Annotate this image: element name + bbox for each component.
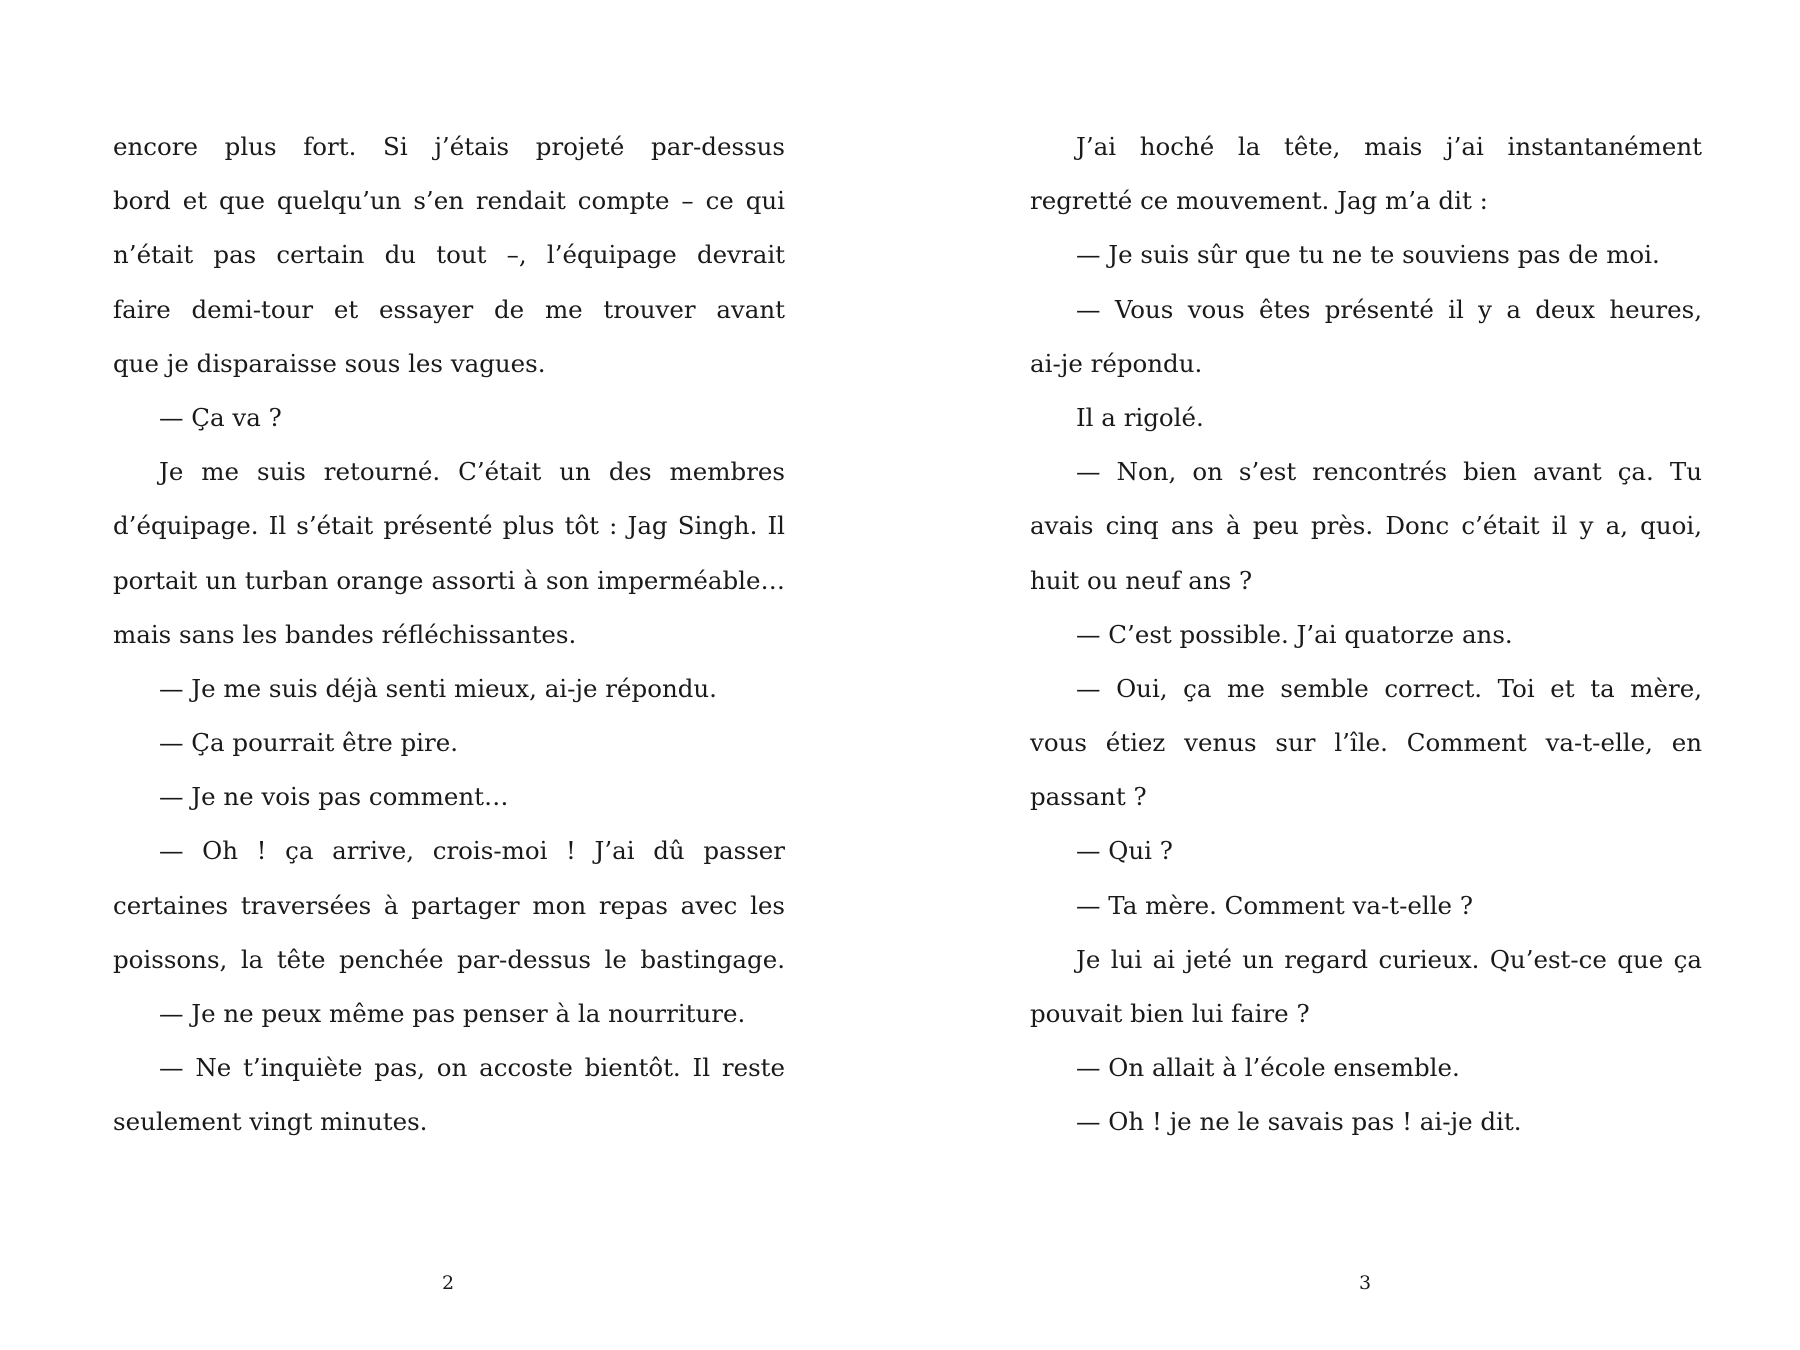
text-line: seulement vingt minutes.	[113, 1107, 428, 1137]
text-line: d’équipage. Il s’était présenté plus tôt : Jag Singh. Il	[113, 511, 785, 541]
text-line: — Non, on s’est rencontrés bien avant ça. Tu	[1076, 457, 1702, 487]
text-line: — Je me suis déjà senti mieux, ai-je répondu.	[159, 673, 717, 703]
text-line: — On allait à l’école ensemble.	[1076, 1053, 1460, 1083]
text-line: avais cinq ans à peu près. Donc c’était il y a, quoi,	[1030, 511, 1702, 541]
text-line: ai-je répondu.	[1030, 348, 1203, 378]
text-line: Il a rigolé.	[1076, 402, 1204, 432]
page-number-left: 2	[441, 1272, 455, 1294]
left-page-text	[113, 120, 785, 1150]
text-line: faire demi-tour et essayer de me trouver avant	[113, 294, 785, 324]
text-line: — C’est possible. J’ai quatorze ans.	[1076, 619, 1513, 649]
text-line: — Vous vous êtes présenté il y a deux heures,	[1076, 294, 1702, 324]
text-line: — Ta mère. Comment va-t-elle ?	[1076, 890, 1473, 920]
text-line: poissons, la tête penchée par-dessus le bastingage.	[113, 944, 785, 974]
text-line: que je disparaisse sous les vagues.	[113, 348, 546, 378]
page-number-right: 3	[1358, 1272, 1372, 1294]
text-line: pouvait bien lui faire ?	[1030, 999, 1310, 1028]
text-line: Je lui ai jeté un regard curieux. Qu’est-ce que ça	[1076, 944, 1702, 974]
text-line: bord et que quelqu’un s’en rendait compte – ce qui	[113, 186, 785, 216]
text-line: — Je ne peux même pas penser à la nourriture.	[159, 999, 746, 1028]
text-line: passant ?	[1030, 782, 1147, 812]
text-line: encore plus fort. Si j’étais projeté par-dessus	[113, 132, 785, 161]
text-line: — Oh ! ça arrive, crois-moi ! J’ai dû passer	[159, 836, 785, 866]
text-line: certaines traversées à partager mon repas avec les	[113, 890, 785, 920]
text-line: — Oui, ça me semble correct. Toi et ta mère,	[1076, 673, 1702, 703]
text-line: huit ou neuf ans ?	[1030, 565, 1253, 595]
text-line: — Ça va ?	[159, 402, 282, 432]
text-line: portait un turban orange assorti à son imperméable…	[113, 565, 785, 595]
text-line: — Qui ?	[1076, 836, 1173, 866]
text-line: — Je suis sûr que tu ne te souviens pas de moi.	[1076, 240, 1660, 270]
text-line: mais sans les bandes réfléchissantes.	[113, 619, 577, 649]
text-line: — Ça pourrait être pire.	[159, 728, 459, 758]
right-page-text	[1030, 120, 1702, 1150]
text-line: Je me suis retourné. C’était un des membres	[159, 457, 785, 487]
text-line: — Ne t’inquiète pas, on accoste bientôt. Il reste	[159, 1053, 785, 1083]
text-line: vous étiez venus sur l’île. Comment va-t-elle, en	[1030, 728, 1702, 758]
text-line: — Oh ! je ne le savais pas ! ai-je dit.	[1076, 1107, 1522, 1137]
text-line: n’était pas certain du tout –, l’équipage devrait	[113, 240, 785, 270]
text-line: — Je ne vois pas comment…	[159, 782, 509, 812]
text-line: regretté ce mouvement. Jag m’a dit :	[1030, 186, 1488, 216]
text-line: J’ai hoché la tête, mais j’ai instantanément	[1076, 132, 1702, 161]
